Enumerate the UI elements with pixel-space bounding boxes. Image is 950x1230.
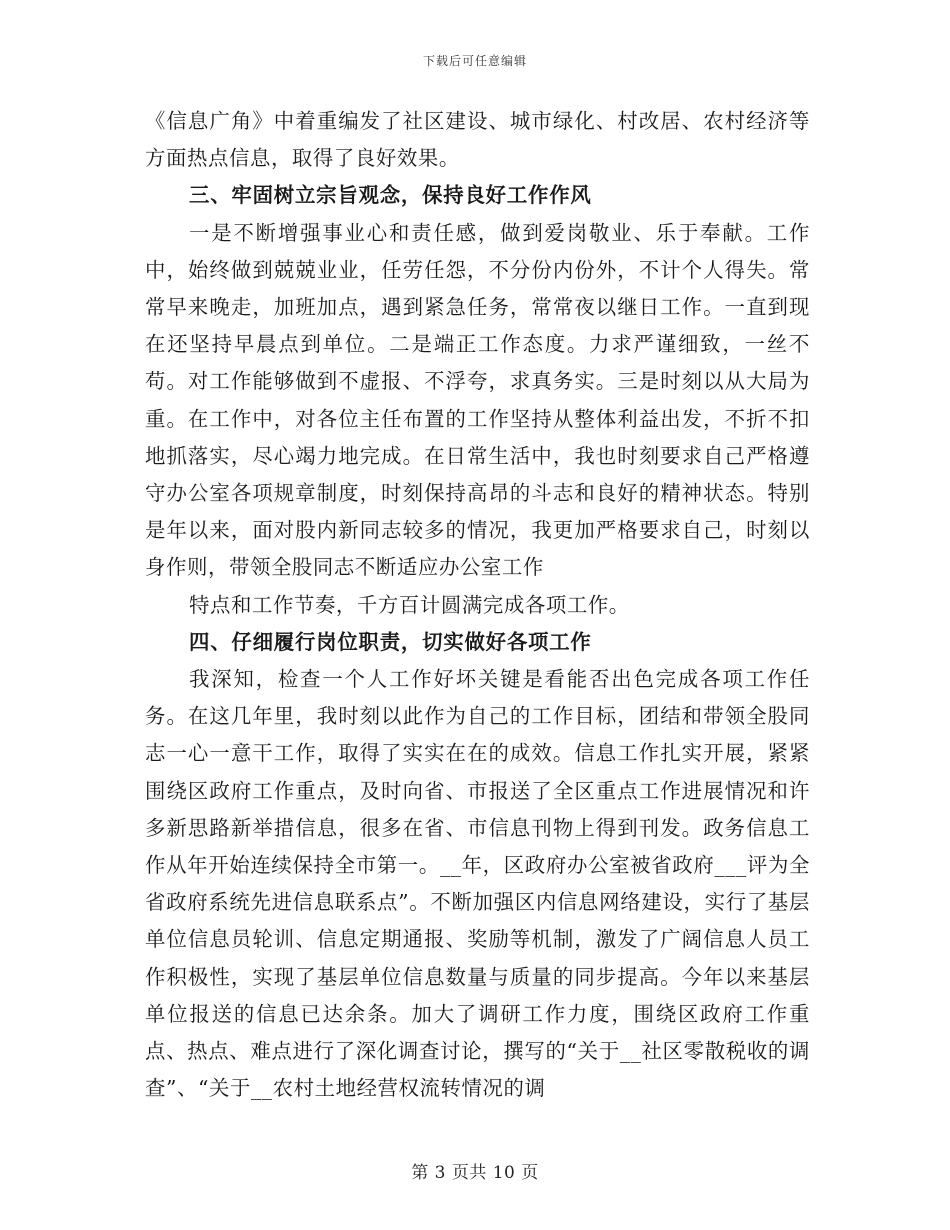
page-header: 下载后可任意编辑 [422, 54, 527, 68]
section-heading-3: 三、牢固树立宗旨观念，保持良好工作作风 [189, 183, 592, 208]
paragraph-duties: 我深知，检查一个人工作好坏关键是看能否出色完成各项工作任务。在这几年里，我时刻以此作为自己的工作目标，团结和带领全股同志一心一意干工作，取得了实实在在的成效。信息工作扎实开展，紧紧围绕区政府工作重点，及时向省、市报送了全区重点工作进展情况和许多新思路新举措信息，很多在省、市信息刊物上得到刊发。政务信息工作从年开始连续保持全市第一。__年，区政府办公室被省政府___评为全省政府系统先进信息联系点”。不断加强区内信息网络建设，实行了基层单位信息员轮训、信息定期通报、奖励等机制，激发了广阔信息人员工作积极性，实现了基层单位信息数量与质量的同步提高。今年以来基层单位报送的信息已达余条。加大了调研工作力度，围绕区政府工作重点、热点、难点进行了深化调查讨论，撰写的“关于__社区零散税收的调查”、“关于__农村土地经营权流转情况的调 [145, 667, 810, 1101]
paragraph-work-style: 一是不断增强事业心和责任感，做到爱岗敬业、乐于奉献。工作中，始终做到兢兢业业，任劳任怨，不分份内份外，不计个人得失。常常早来晚走，加班加点，遇到紧急任务，常常夜以继日工作。一直到现在还坚持早晨点到单位。二是端正工作态度。力求严谨细致，一丝不苟。对工作能够做到不虚报、不浮夸，求真务实。三是时刻以从大局为重。在工作中，对各位主任布置的工作坚持从整体利益出发，不折不扣地抓落实，尽心竭力地完成。在日常生活中，我也时刻要求自己严格遵守办公室各项规章制度，时刻保持高昂的斗志和良好的精神状态。特别是年以来，面对股内新同志较多的情况，我更加严格要求自己，时刻以身作则，带领全股同志不断适应办公室工作 [145, 220, 810, 580]
paragraph-work-style-end: 特点和工作节奏，千方百计圆满完成各项工作。 [189, 592, 630, 617]
paragraph-continuation: 《信息广角》中着重编发了社区建设、城市绿化、村改居、农村经济等方面热点信息，取得了良好效果。 [145, 109, 810, 171]
section-heading-4: 四、仔细履行岗位职责，切实做好各项工作 [189, 629, 592, 654]
page-number: 第 3 页共 10 页 [411, 1163, 539, 1183]
document-body [145, 103, 810, 1107]
